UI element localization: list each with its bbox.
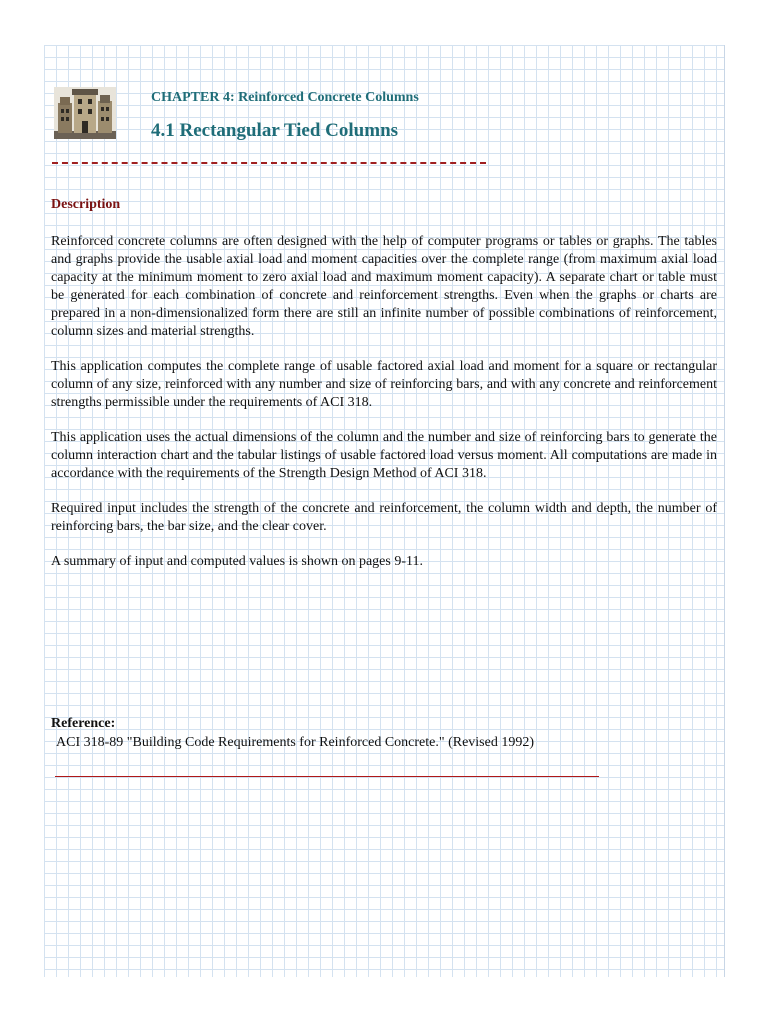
reference-citation: ACI 318-89 "Building Code Requirements for Reinforced Concrete." (Revised 1992) [56,735,534,750]
section-title: 4.1 Rectangular Tied Columns [151,120,399,141]
chapter-heading: CHAPTER 4: Reinforced Concrete Columns [151,90,419,105]
description-paragraph: Reinforced concrete columns are often designed with the help of computer programs or tables or graphs. The tables and graphs provide the usable axial load and moment capacities over the complete range (from maximum axial load capacity at the minimum moment to zero axial load and maximum moment capacity). A separate chart or table must be generated for each combination of concrete and reinforcement strengths. Even when the graphs or charts are prepared in a non-dimensionalized form there are still an infinite number of possible combinations of reinforcement, column sizes and material strengths. [51,234,717,339]
dashed-divider [52,162,486,164]
description-paragraph: This application computes the complete range of usable factored axial load and moment for a square or rectangular column of any size, reinforced with any number and size of reinforcing bars, and with any concrete and reinforcement strengths permissible under the requirements of ACI 318. [51,359,717,410]
description-paragraph: A summary of input and computed values is shown on pages 9-11. [51,554,423,569]
description-heading: Description [51,197,121,212]
reference-heading: Reference: [51,716,116,731]
reference-divider [55,776,599,777]
description-paragraph: This application uses the actual dimensions of the column and the number and size of reinforcing bars to generate the column interaction chart and the tabular listings of usable factored load versus moment. All computations are made in accordance with the requirements of the Strength Design Method of ACI 318. [51,430,717,481]
building-icon [54,87,116,139]
description-paragraph: Required input includes the strength of the concrete and reinforcement, the column width and depth, the number of reinforcing bars, the bar size, and the clear cover. [51,501,717,534]
